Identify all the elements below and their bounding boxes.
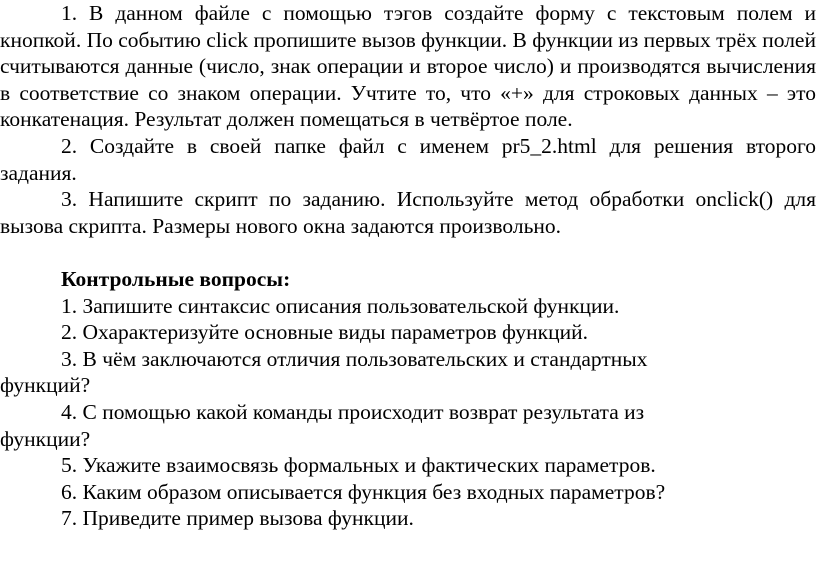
question-1: 1. Запишите синтаксис описания пользовательской функции. (61, 293, 620, 318)
question-6: 6. Каким образом описывается функция без входных параметров? (61, 479, 666, 504)
question-7: 7. Приведите пример вызова функции. (61, 506, 414, 531)
question-2: 2. Охарактеризуйте основные виды параметров функций. (61, 320, 588, 345)
question-4: 4. С помощью какой команды происходит возврат результата из функции? (0, 399, 645, 451)
questions-heading: Контрольные вопросы: (61, 266, 291, 291)
question-3: 3. В чём заключаются отличия пользовательских и стандартных функций? (0, 346, 648, 398)
task-1: 1. В данном файле с помощью тэгов создайте форму с текстовым полем и кнопкой. По событию click пропишите вызов функции. В функции из первых трёх полей считываются данные (число, знак операции и второе число) и производятся вычисления в соответствие со знаком операции. Учтите то, что «+» для строковых данных – это конкатенация. Результат должен помещаться в четвёртое поле. (0, 1, 816, 132)
task-2: 2. Создайте в своей папке файл с именем pr5_2.html для решения второго задания. (0, 133, 816, 185)
question-5: 5. Укажите взаимосвязь формальных и фактических параметров. (61, 453, 656, 478)
blank-line (0, 239, 816, 266)
task-3: 3. Напишите скрипт по заданию. Используйте метод обработки onclick() для вызова скрипта. Размеры нового окна задаются произвольно. (0, 187, 816, 238)
